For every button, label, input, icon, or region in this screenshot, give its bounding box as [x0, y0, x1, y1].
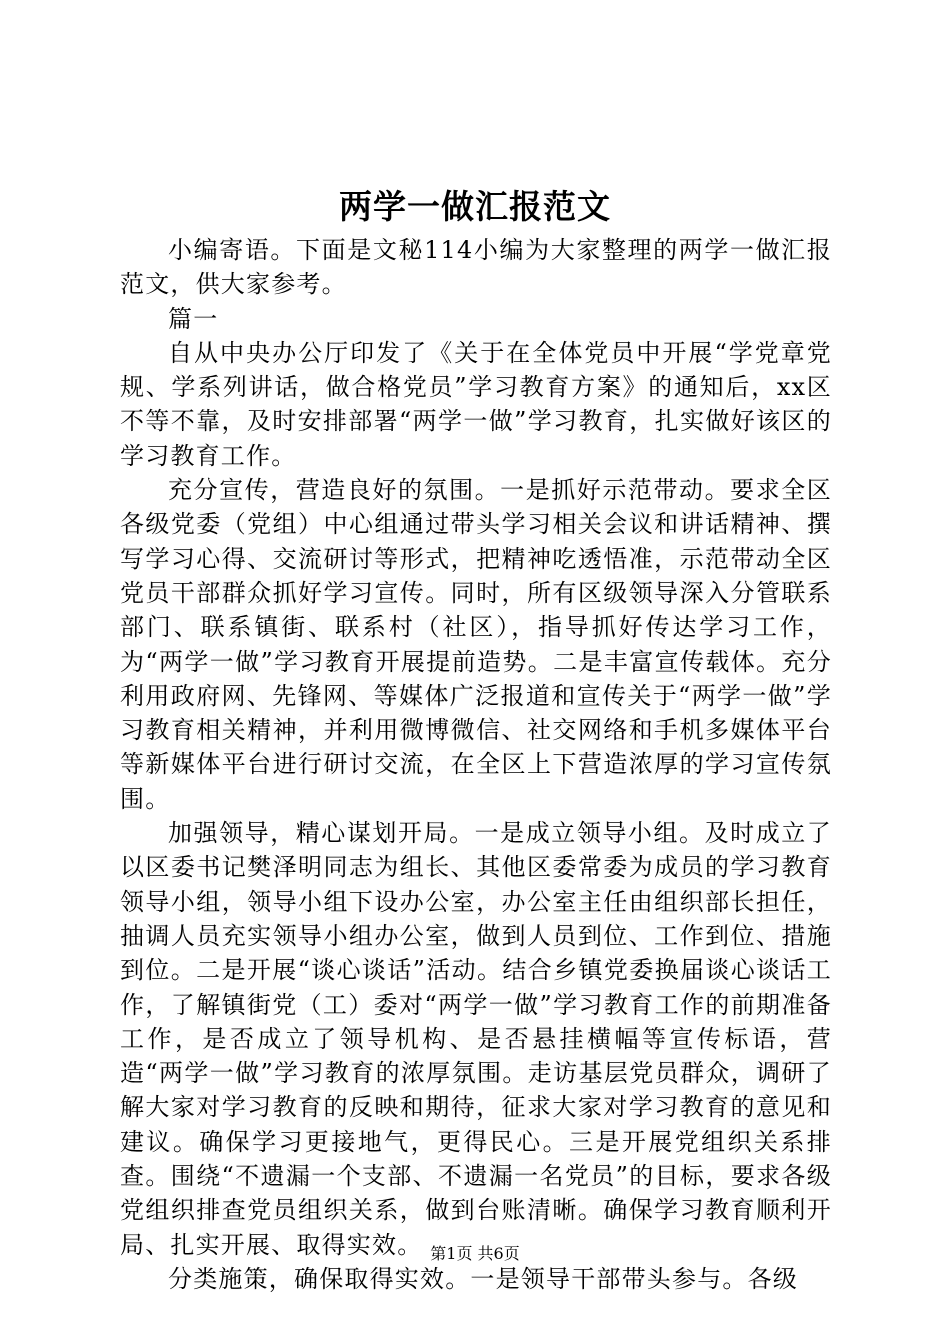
paragraph-background: 自从中央办公厅印发了《关于在全体党员中开展“学党章党规、学系列讲话，做合格党员”学习教育方案》的通知后，xx区不等不靠，及时安排部署“两学一做”学习教育，扎实做好该区的学习教育工作。 [120, 338, 832, 470]
paragraph-publicity: 充分宣传，营造良好的氛围。一是抓好示范带动。要求全区各级党委（党组）中心组通过带头学习相关会议和讲话精神、撰写学习心得、交流研讨等形式，把精神吃透悟准，示范带动全区党员干部群众抓好学习宣传。同时，所有区级领导深入分管联系部门、联系镇街、联系村（社区），指导抓好传达学习工作，为“两学一做”学习教育开展提前造势。二是丰富宣传载体。充分利用政府网、先锋网、等媒体广泛报道和宣传关于“两学一做”学习教育相关精神，并利用微博微信、社交网络和手机多媒体平台等新媒体平台进行研讨交流，在全区上下营造浓厚的学习宣传氛围。 [120, 476, 832, 813]
paragraph-leadership: 加强领导，精心谋划开局。一是成立领导小组。及时成立了以区委书记樊泽明同志为组长、其他区委常委为成员的学习教育领导小组，领导小组下设办公室，办公室主任由组织部长担任，抽调人员充实领导小组办公室，做到人员到位、工作到位、措施到位。二是开展“谈心谈话”活动。结合乡镇党委换届谈心谈话工作，了解镇街党（工）委对“两学一做”学习教育工作的前期准备工作，是否成立了领导机构、是否悬挂横幅等宣传标语，营造“两学一做”学习教育的浓厚氛围。走访基层党员群众，调研了解大家对学习教育的反映和期待，征求大家对学习教育的意见和建议。确保学习更接地气，更得民心。三是开展党组织关系排查。围绕“不遗漏一个支部、不遗漏一名党员”的目标，要求各级党组织排查党员组织关系，做到台账清晰。确保学习教育顺利开局、扎实开展、取得实效。 [120, 819, 832, 1259]
page-footer: 第1页 共6页 [430, 1244, 520, 1263]
paragraph-measures: 分类施策，确保取得实效。一是领导干部带头参与。各级 [168, 1264, 798, 1293]
document-body [120, 233, 832, 1296]
paragraph-section-label: 篇一 [168, 304, 219, 333]
paragraph-intro: 小编寄语。下面是文秘114小编为大家整理的两学一做汇报范文，供大家参考。 [120, 236, 832, 299]
document-title: 两学一做汇报范文 [339, 187, 611, 226]
